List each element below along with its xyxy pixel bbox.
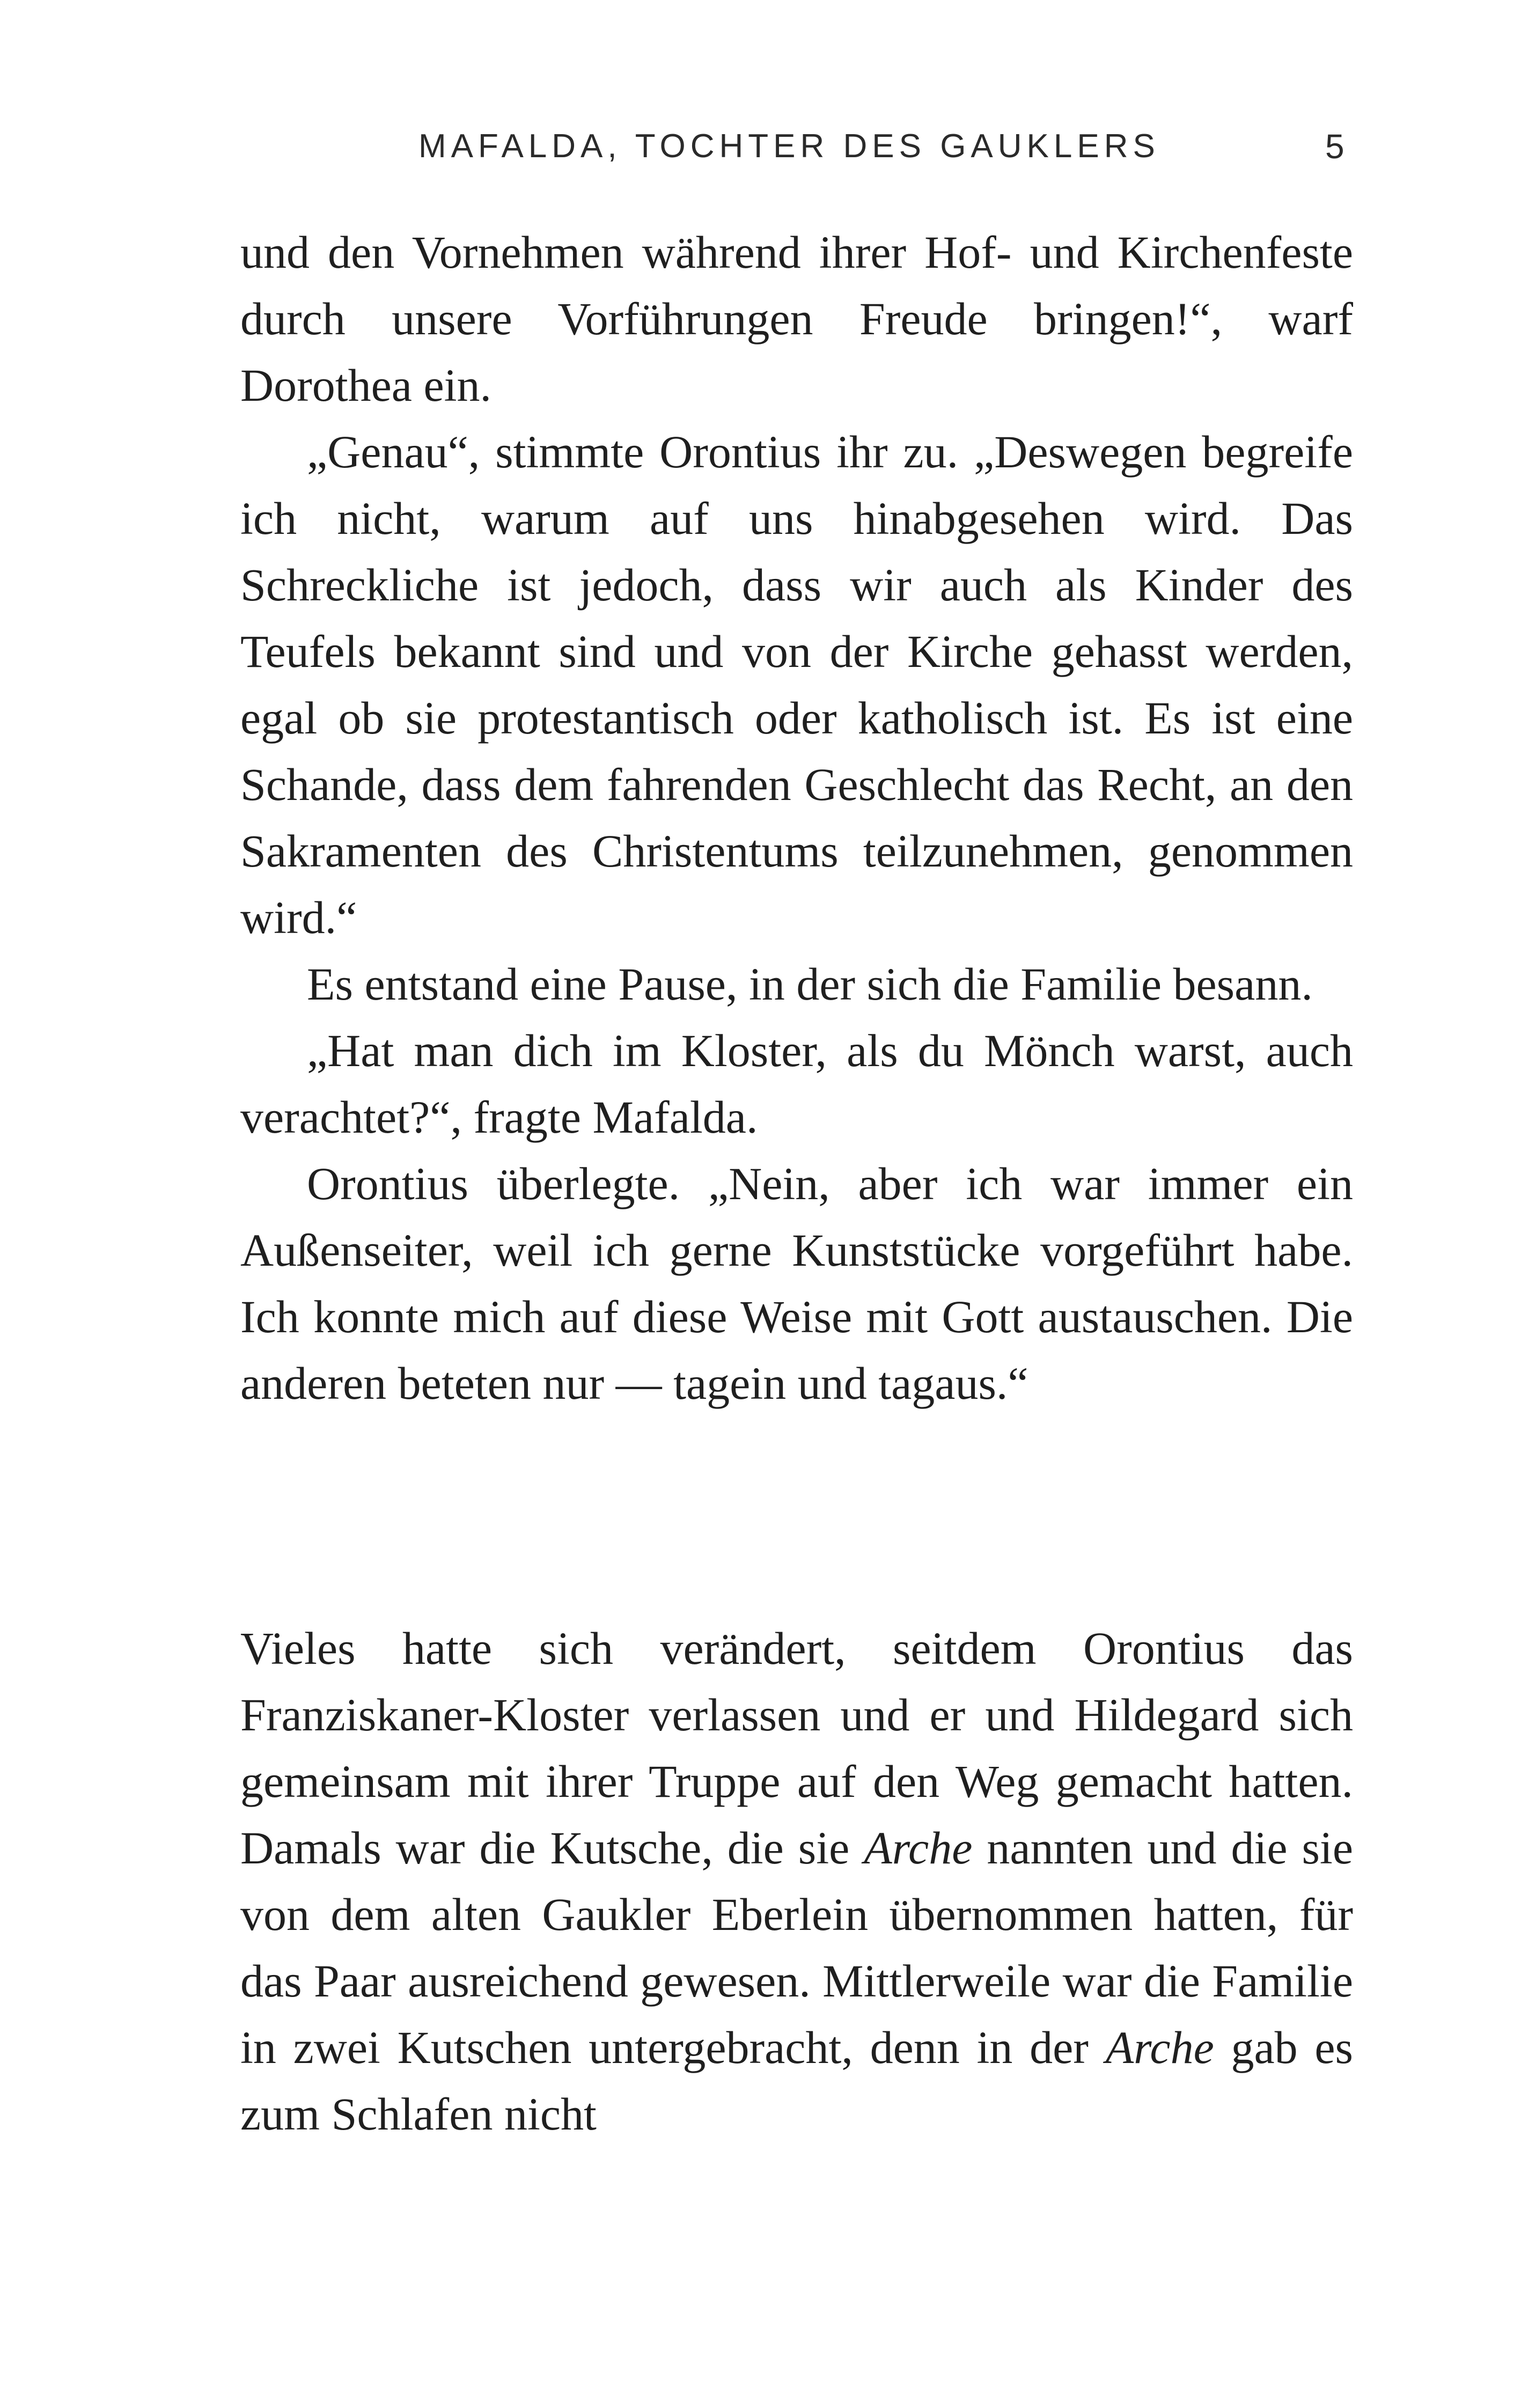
paragraph-pause: Es entstand eine Pause, in der sich die Familie besann. xyxy=(307,958,1313,1010)
paragraph-continuation: und den Vornehmen während ihrer Hof- und Kirchenfeste durch unsere Vorführungen Freude bringen!“, warf Dorothea ein. xyxy=(240,226,1353,411)
paragraph-kloster-question: „Hat man dich im Kloster, als du Mönch warst, auch verachtet?“, fragte Mafalda. xyxy=(240,1025,1353,1143)
running-title: MAFALDA, TOCHTER DES GAUKLERS xyxy=(418,128,1160,165)
text-run: nannten und die sie von dem alten Gaukler Eberlein übernommen hatten, für das Paar ausreichend gewesen. Mittlerweile war die Familie in zwei Kutschen untergebracht, denn in der xyxy=(240,1822,1353,2073)
italic-arche: Arche xyxy=(1105,2022,1214,2073)
paragraph-orontius-answer: Orontius überlegte. „Nein, aber ich war immer ein Außenseiter, weil ich gerne Kunststücke vorgeführt habe. Ich konnte mich auf diese Weise mit Gott austauschen. Die anderen beteten nur — tagein und tagaus.“ xyxy=(240,1158,1353,1409)
running-header xyxy=(0,122,1521,171)
body-text-section-two xyxy=(240,1615,1353,2147)
paragraph-vieles xyxy=(240,1615,1353,2147)
italic-arche: Arche xyxy=(864,1822,973,1874)
paragraph-genau: „Genau“, stimmte Orontius ihr zu. „Deswegen begreife ich nicht, warum auf uns hinabgesehen wird. Das Schreckliche ist jedoch, dass wir auch als Kinder des Teufels bekannt sind und von der Kirche gehasst werden, egal ob sie protestantisch oder katholisch ist. Es ist eine Schande, dass dem fahrenden Geschlecht das Recht, an den Sakramenten des Christentums teilzunehmen, genommen wird.“ xyxy=(240,426,1353,943)
text-run: Vieles hatte sich verändert, seitdem Orontius das Franziskaner-Kloster verlassen und er und Hildegard sich gemeinsam mit ihrer Truppe auf den Weg gemacht hatten. Damals war die Kutsche, die sie xyxy=(240,1623,1353,1874)
text-run: gab es zum Schlafen nicht xyxy=(240,2022,1353,2140)
page-number: 5 xyxy=(1325,127,1344,166)
body-text-section-one xyxy=(240,219,1353,1416)
